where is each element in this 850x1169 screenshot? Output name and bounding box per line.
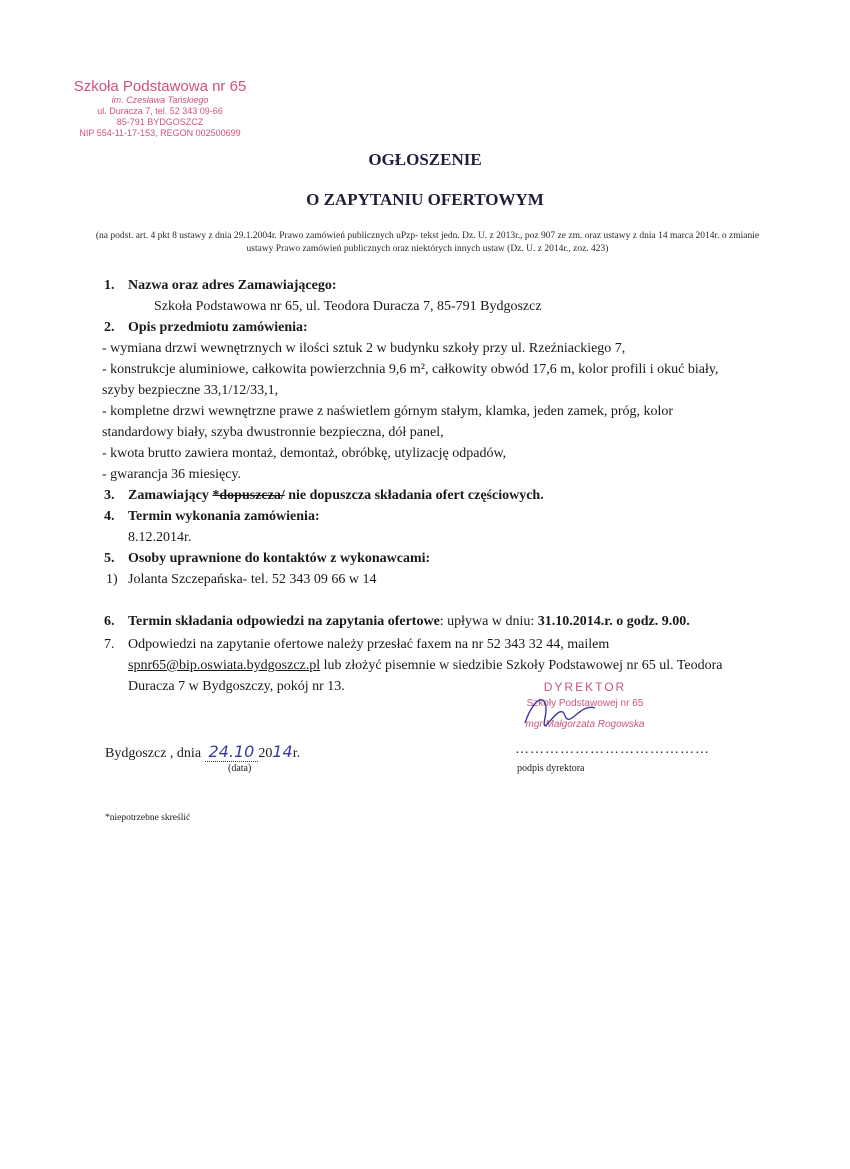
item-3-text-c: nie dopuszcza składania ofert częściowych. <box>288 488 544 503</box>
signature-line: ………………………………… <box>515 742 710 757</box>
list-item-4 <box>104 506 748 548</box>
stamp-school-name: Szkoła Podstawowa nr 65 <box>73 78 247 95</box>
list-item-2 <box>104 317 748 338</box>
item-heading: Termin składania odpowiedzi na zapytania ofertowe <box>128 614 440 629</box>
year-prefix: 20 <box>258 746 273 761</box>
item-7-text-b: lub złożyć pisemnie w siedzibie Szkoły Podstawowej nr 65 ul. Teodora Duracza 7 w Bydgoszczy, pokój nr 13. <box>128 658 723 694</box>
item-number: 5. <box>104 551 115 566</box>
announcement-list <box>102 275 748 697</box>
deadline-date: 31.10.2014.r. o godz. 9.00. <box>537 614 690 629</box>
item-7-text-a: Odpowiedzi na zapytanie ofertowe należy przesłać faxem na nr 52 343 32 44, mailem <box>128 637 610 652</box>
list-item-1 <box>104 275 748 317</box>
item-number: 2. <box>104 320 115 335</box>
item-text: Szkoła Podstawowa nr 65, ul. Teodora Duracza 7, 85-791 Bydgoszcz <box>154 299 542 314</box>
list-item-6 <box>104 611 748 632</box>
description-line: - gwarancja 36 miesięcy. <box>102 467 242 482</box>
director-title: DYREKTOR <box>543 680 627 694</box>
place-prefix: Bydgoszcz , dnia <box>105 746 205 761</box>
stamp-patron: im. Czesława Tańskiego <box>111 95 209 105</box>
item-3-text-a: Zamawiający <box>128 488 209 503</box>
contact-person: Jolanta Szczepańska- tel. 52 343 09 66 w 14 <box>128 572 377 587</box>
email-link[interactable]: spnr65@bip.oswiata.bydgoszcz.pl <box>128 658 321 673</box>
date-suffix: r. <box>292 746 301 761</box>
legal-basis: (na podst. art. 4 pkt 8 ustawy z dnia 29.1.2004r. Prawo zamówień publicznych uPzp- tekst jedn. Dz. U. z 2013r., poz 907 ze zm. oraz ustawy z dnia 14 marca 2014r. o zmianie ustawy Prawo zamówień publicznych oraz niektórych innych ustaw (Dz. U. z 2014r., zoz. 423) <box>95 231 760 254</box>
item-6-mid: : upływa w dniu: <box>439 614 538 629</box>
stamp-address: ul. Duracza 7, tel. 52 343 09-66 <box>97 106 223 116</box>
handwritten-date: 24.10 <box>205 742 259 762</box>
description-line: - kompletne drzwi wewnętrzne prawe z naświetlem górnym stałym, klamka, jeden zamek, próg, kolor standardowy biały, szyba dwustronnie bezpieczna, dół panel, <box>102 404 674 440</box>
item-heading: Nazwa oraz adres Zamawiającego: <box>128 278 337 293</box>
item-number: 7. <box>104 637 115 652</box>
contact-number: 1) <box>106 572 118 587</box>
description-line: - kwota brutto zawiera montaż, demontaż, obróbkę, utylizację odpadów, <box>102 446 507 461</box>
school-stamp <box>55 78 265 139</box>
handwritten-year: 14 <box>272 742 293 761</box>
item-number: 1. <box>104 278 115 293</box>
item-heading: Termin wykonania zamówienia: <box>128 509 320 524</box>
stamp-nip-regon: NIP 554-11-17-153, REGON 002500699 <box>79 128 241 138</box>
item-number: 6. <box>104 614 115 629</box>
page-subtitle: O ZAPYTANIU OFERTOWYM <box>306 190 544 209</box>
signature-label: podpis dyrektora <box>517 763 585 774</box>
signature-scribble <box>505 688 645 738</box>
place-date <box>105 742 300 762</box>
list-item-3 <box>104 485 748 506</box>
stamp-city: 85-791 BYDGOSZCZ <box>116 117 204 127</box>
date-label: (data) <box>228 763 252 774</box>
footnote: *niepotrzebne skreślić <box>105 813 191 823</box>
description-line: - konstrukcje aluminiowe, całkowita powierzchnia 9,6 m², całkowity obwód 17,6 m, kolor profili i okuć biały, szyby bezpieczne 33,1/12/33,1, <box>102 362 719 398</box>
item-heading: Osoby uprawnione do kontaktów z wykonawcami: <box>128 551 431 566</box>
item-text: 8.12.2014r. <box>128 530 192 545</box>
description-line: - wymiana drzwi wewnętrznych w ilości sztuk 2 w budynku szkoły przy ul. Rzeźniackiego 7, <box>102 341 626 356</box>
item-number: 3. <box>104 488 115 503</box>
item-heading: Opis przedmiotu zamówienia: <box>128 320 308 335</box>
page-title: OGŁOSZENIE <box>368 150 482 169</box>
item-number: 4. <box>104 509 115 524</box>
director-school: Szkoły Podstawowej nr 65 <box>526 698 644 709</box>
director-name: mgr Małgorzata Rogowska <box>525 719 645 730</box>
item-2-description <box>102 338 748 485</box>
list-item-5 <box>104 548 748 590</box>
item-3-struck: *dopuszcza/ <box>212 488 285 503</box>
